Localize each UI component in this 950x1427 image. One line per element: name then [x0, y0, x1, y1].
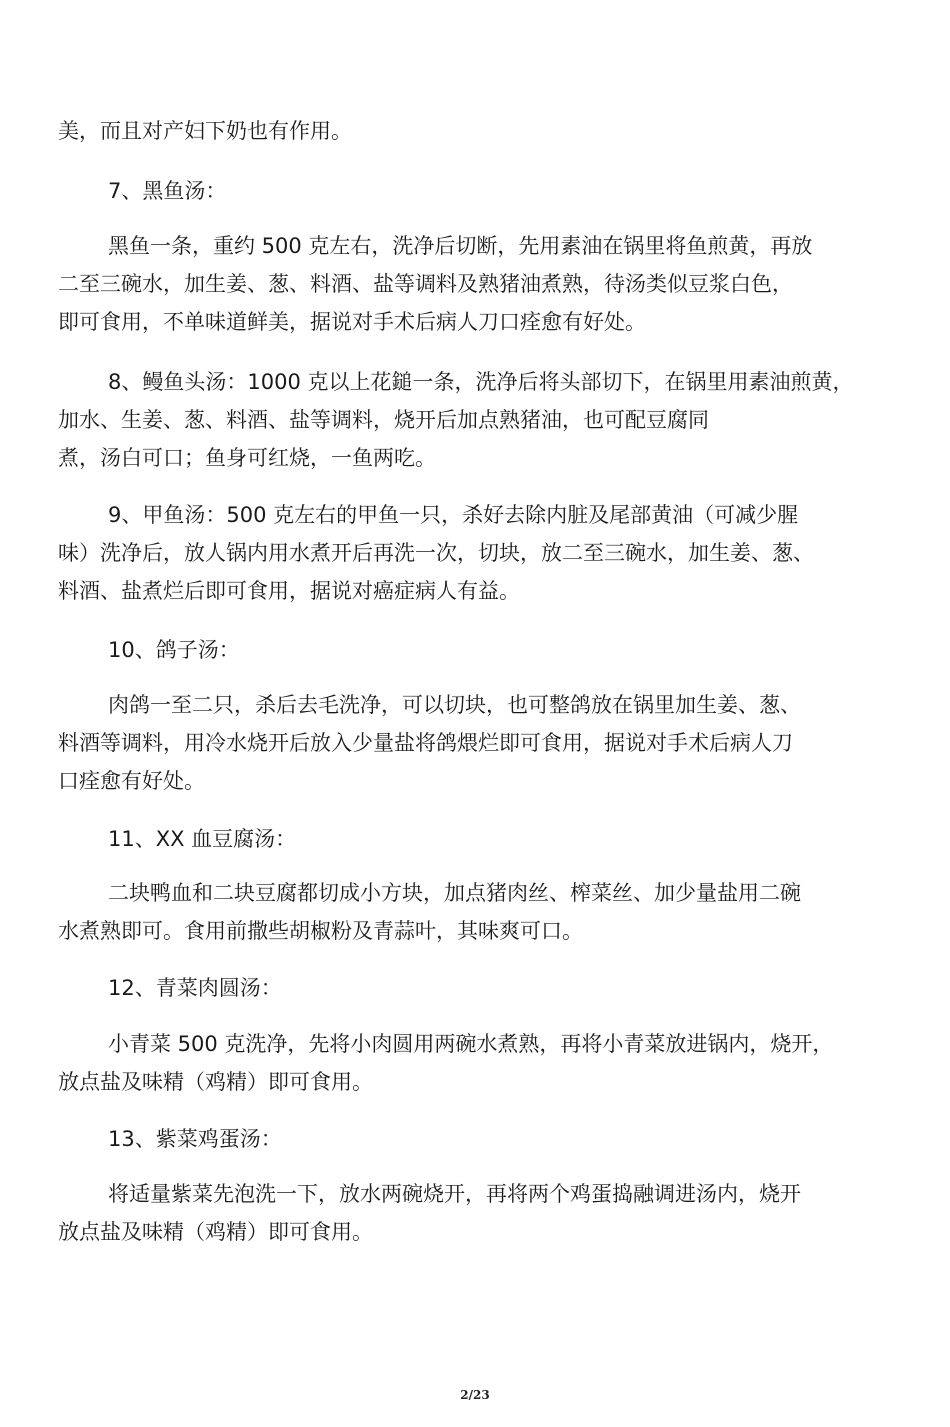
text-line: 肉鸽一至二只，杀后去毛洗净，可以切块，也可整鸽放在锅里加生姜、葱、 — [108, 693, 801, 717]
section-heading: 13、紫菜鸡蛋汤： — [108, 1127, 282, 1151]
text-line: 料酒等调料，用冷水烧开后放入少量盐将鸽煨烂即可食用，据说对手术后病人刀 — [58, 731, 793, 755]
text-line: 口痊愈有好处。 — [58, 769, 205, 793]
text-line: 黑鱼一条，重约 500 克左右，洗净后切断，先用素油在锅里将鱼煎黄，再放 — [108, 234, 813, 258]
text-line: 二至三碗水，加生姜、葱、料酒、盐等调料及熟猪油煮熟，待汤类似豆浆白色， — [58, 272, 793, 296]
text-line: 水煮熟即可。食用前撒些胡椒粉及青蒜叶，其味爽可口。 — [58, 919, 583, 943]
text-line: 料酒、盐煮烂后即可食用，据说对癌症病人有益。 — [58, 579, 520, 603]
section-heading: 10、鸽子汤： — [108, 638, 240, 662]
section-heading: 12、青菜肉圆汤： — [108, 976, 282, 1000]
text-line: 加水、生姜、葱、料酒、盐等调料，烧开后加点熟猪油，也可配豆腐同 — [58, 408, 709, 432]
text-line: 美，而且对产妇下奶也有作用。 — [58, 119, 352, 143]
text-line: 放点盐及味精（鸡精）即可食用。 — [58, 1220, 373, 1244]
text-line: 放点盐及味精（鸡精）即可食用。 — [58, 1070, 373, 1094]
text-line: 煮，汤白可口；鱼身可红烧，一鱼两吃。 — [58, 446, 436, 470]
text-line: 味）洗净后，放人锅内用水煮开后再洗一次，切块，放二至三碗水，加生姜、葱、 — [58, 541, 814, 565]
section-heading: 11、XX 血豆腐汤： — [108, 827, 297, 851]
text-line: 将适量紫菜先泡洗一下，放水两碗烧开，再将两个鸡蛋捣融调进汤内，烧开 — [108, 1182, 801, 1206]
text-line: 即可食用，不单味道鲜美，据说对手术后病人刀口痊愈有好处。 — [58, 310, 646, 334]
section-heading: 9、甲鱼汤：500 克左右的甲鱼一只，杀好去除内脏及尾部黄油（可减少腥 — [108, 503, 799, 527]
page-number: 2/23 — [460, 1388, 490, 1402]
text-line: 小青菜 500 克洗净，先将小肉圆用两碗水煮熟，再将小青菜放进锅内，烧开， — [108, 1032, 834, 1056]
section-heading: 8、鳗鱼头汤：1000 克以上花鎚一条，洗净后将头部切下，在锅里用素油煎黄， — [108, 370, 854, 394]
section-heading: 7、黑鱼汤： — [108, 179, 227, 203]
text-line: 二块鸭血和二块豆腐都切成小方块，加点猪肉丝、榨菜丝、加少量盐用二碗 — [108, 881, 801, 905]
